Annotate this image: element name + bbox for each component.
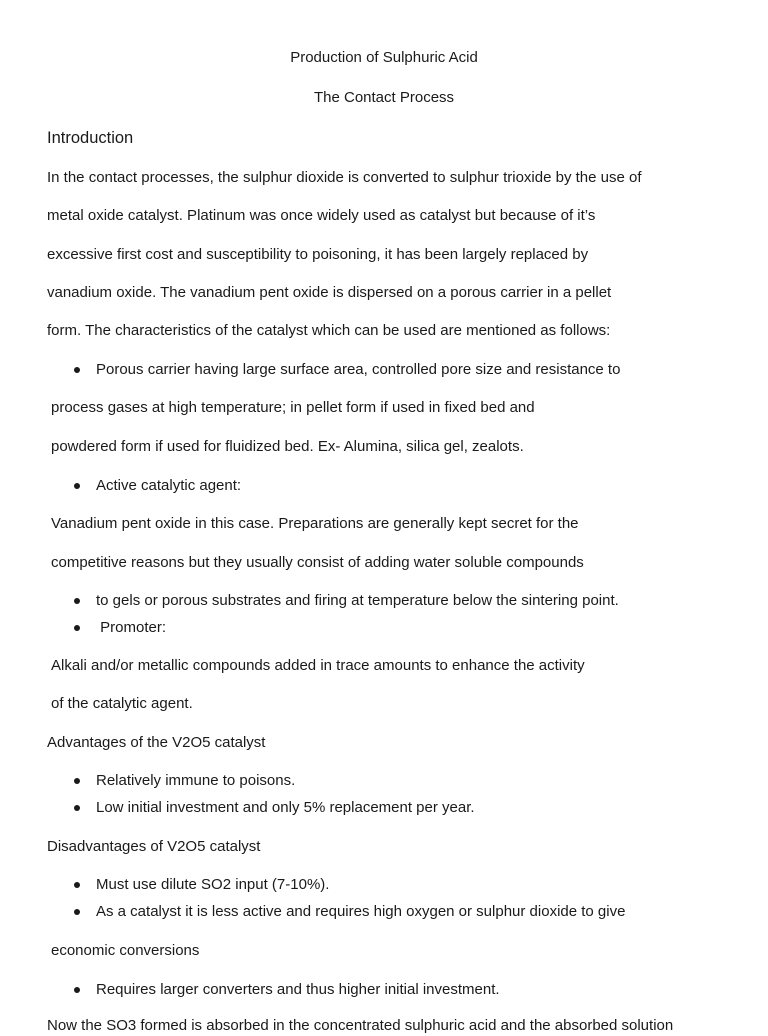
paragraph-line: powdered form if used for fluidized bed. Ex- Alumina, silica gel, zealots.	[51, 438, 524, 455]
paragraph-line: process gases at high temperature; in pellet form if used in fixed bed and	[51, 399, 535, 416]
intro-line: vanadium oxide. The vanadium pent oxide is dispersed on a porous carrier in a pellet	[47, 284, 612, 301]
document-title: Production of Sulphuric Acid	[290, 49, 478, 66]
paragraph-line: of the catalytic agent.	[51, 695, 193, 712]
section-heading-introduction: Introduction	[47, 129, 134, 147]
paragraph-line: competitive reasons but they usually consist of adding water soluble compounds	[51, 554, 584, 571]
intro-line: form. The characteristics of the catalyst which can be used are mentioned as follows:	[47, 322, 611, 339]
list-item-advantage: Low initial investment and only 5% replacement per year.	[96, 799, 475, 816]
list-item-disadvantage: As a catalyst it is less active and requires high oxygen or sulphur dioxide to give	[96, 903, 626, 920]
bullet-icon	[74, 882, 80, 888]
bullet-icon	[74, 598, 80, 604]
paragraph-line: Vanadium pent oxide in this case. Preparations are generally kept secret for the	[51, 515, 579, 532]
list-item-advantage: Relatively immune to poisons.	[96, 772, 296, 789]
bullet-icon	[74, 367, 80, 373]
intro-line: metal oxide catalyst. Platinum was once widely used as catalyst but because of it’s	[47, 207, 596, 224]
list-item-porous-carrier: Porous carrier having large surface area, controlled pore size and resistance to	[96, 361, 621, 378]
advantages-heading: Advantages of the V2O5 catalyst	[47, 734, 266, 751]
bullet-icon	[74, 778, 80, 784]
paragraph-line: economic conversions	[51, 942, 200, 959]
list-item-promoter: Promoter:	[96, 619, 167, 636]
disadvantages-heading: Disadvantages of V2O5 catalyst	[47, 838, 261, 855]
bullet-icon	[74, 625, 80, 631]
intro-line: In the contact processes, the sulphur dioxide is converted to sulphur trioxide by the use of	[47, 169, 642, 186]
document-subtitle: The Contact Process	[313, 89, 455, 106]
bullet-icon	[74, 909, 80, 915]
list-item-disadvantage: Requires larger converters and thus higher initial investment.	[96, 981, 500, 998]
bullet-icon	[74, 987, 80, 993]
intro-line: excessive first cost and susceptibility to poisoning, it has been largely replaced by	[47, 246, 589, 263]
bullet-icon	[74, 805, 80, 811]
list-item-disadvantage: Must use dilute SO2 input (7-10%).	[96, 876, 330, 893]
list-item-gels: to gels or porous substrates and firing at temperature below the sintering point.	[96, 592, 619, 609]
paragraph-line: Alkali and/or metallic compounds added in trace amounts to enhance the activity	[51, 657, 585, 674]
paragraph-line-cut-off: Now the SO3 formed is absorbed in the concentrated sulphuric acid and the absorbed solution	[47, 1017, 674, 1034]
list-item-active-agent: Active catalytic agent:	[96, 477, 242, 494]
bullet-icon	[74, 483, 80, 489]
